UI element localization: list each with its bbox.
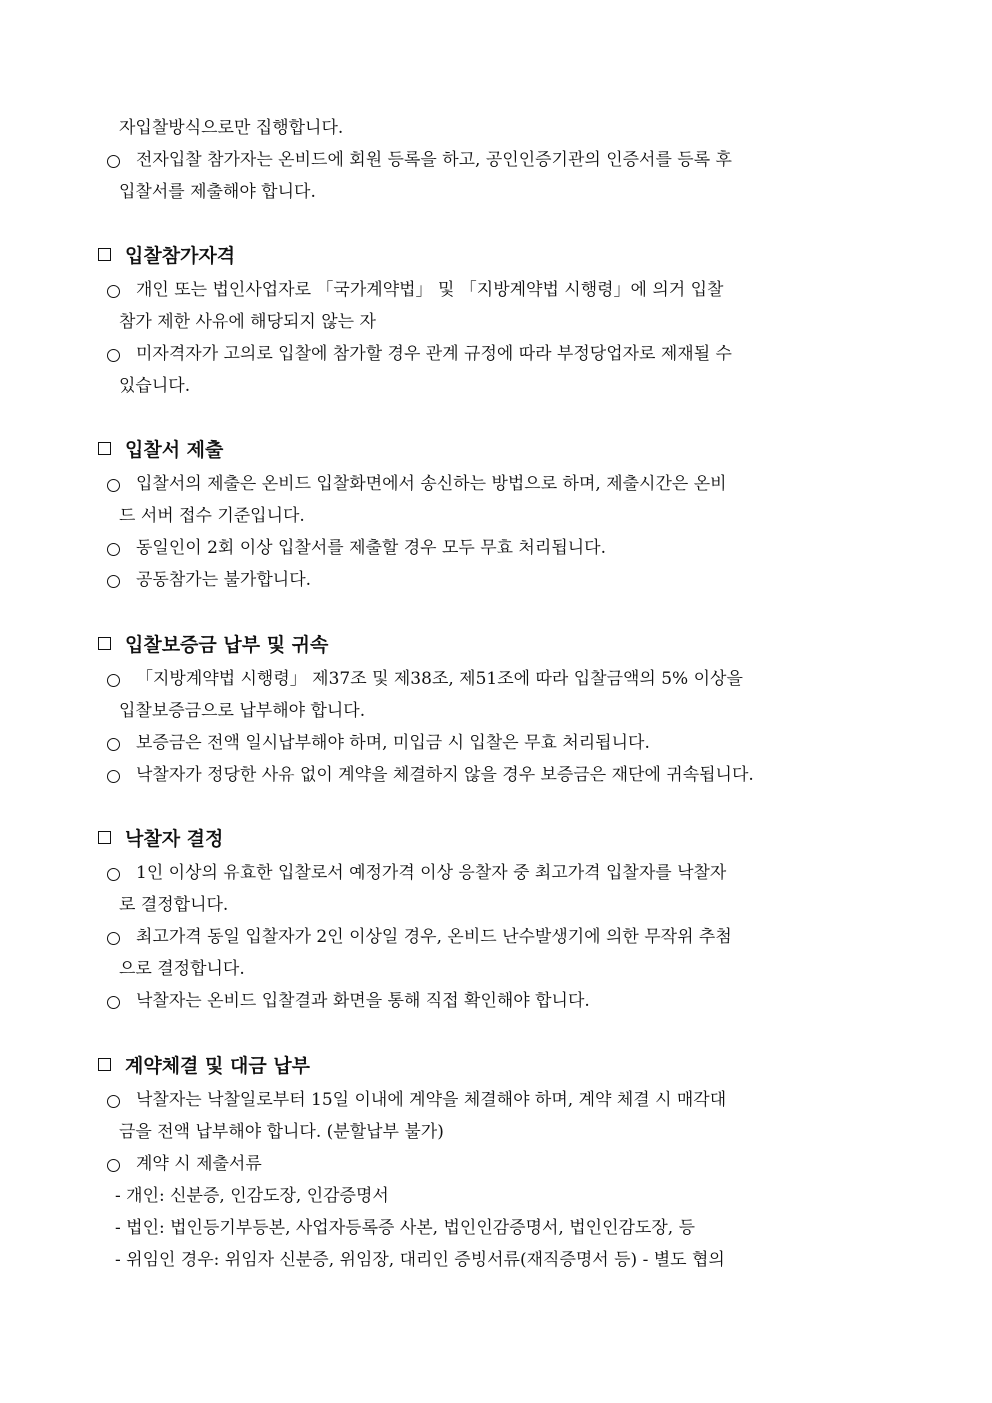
circle-bullet-icon xyxy=(107,1159,120,1172)
list-item-text: 낙찰자는 낙찰일로부터 15일 이내에 계약을 체결해야 하며, 계약 체결 시 매각대 xyxy=(136,1090,727,1110)
circle-bullet-icon xyxy=(107,155,120,168)
list-item-continuation: 드 서버 접수 기준입니다. xyxy=(119,506,305,526)
list-item xyxy=(0,926,992,948)
list-item xyxy=(0,473,992,495)
list-item-text: 낙찰자는 온비드 입찰결과 화면을 통해 직접 확인해야 합니다. xyxy=(136,991,590,1011)
circle-bullet-icon xyxy=(107,868,120,881)
list-item xyxy=(0,990,992,1012)
section-heading-deposit: 입찰보증금 납부 및 귀속 xyxy=(98,632,328,658)
checkbox-square-icon xyxy=(98,637,111,650)
section-heading-submission: 입찰서 제출 xyxy=(98,437,223,463)
circle-bullet-icon xyxy=(107,932,120,945)
list-item-continuation: 입찰서를 제출해야 합니다. xyxy=(119,182,316,202)
checkbox-square-icon xyxy=(98,442,111,455)
list-item-text: 동일인이 2회 이상 입찰서를 제출할 경우 모두 무효 처리됩니다. xyxy=(136,538,606,558)
checkbox-square-icon xyxy=(98,831,111,844)
list-item-text: 전자입찰 참가자는 온비드에 회원 등록을 하고, 공인인증기관의 인증서를 등록 후 xyxy=(136,150,732,170)
circle-bullet-icon xyxy=(107,674,120,687)
sub-item-corporation: - 법인: 법인등기부등본, 사업자등록증 사본, 법인인감증명서, 법인인감도장, 등 xyxy=(115,1218,695,1238)
list-item xyxy=(0,668,992,690)
section-heading-qualification: 입찰참가자격 xyxy=(98,243,235,269)
list-item-text: 「지방계약법 시행령」 제37조 및 제38조, 제51조에 따라 입찰금액의 5% 이상을 xyxy=(136,669,743,689)
checkbox-square-icon xyxy=(98,1058,111,1071)
list-item-text: 1인 이상의 유효한 입찰로서 예정가격 이상 응찰자 중 최고가격 입찰자를 낙찰자 xyxy=(136,863,727,883)
list-item xyxy=(0,569,992,591)
circle-bullet-icon xyxy=(107,575,120,588)
list-item-text: 낙찰자가 정당한 사유 없이 계약을 체결하지 않을 경우 보증금은 재단에 귀속됩니다. xyxy=(136,765,754,785)
list-item-text: 개인 또는 법인사업자로 「국가계약법」 및 「지방계약법 시행령」에 의거 입찰 xyxy=(136,280,724,300)
list-item-continuation: 참가 제한 사유에 해당되지 않는 자 xyxy=(119,312,376,332)
list-item-text: 보증금은 전액 일시납부해야 하며, 미입금 시 입찰은 무효 처리됩니다. xyxy=(136,733,650,753)
circle-bullet-icon xyxy=(107,479,120,492)
list-item-continuation: 있습니다. xyxy=(119,376,191,396)
list-item xyxy=(0,149,992,171)
sub-item-individual: - 개인: 신분증, 인감도장, 인감증명서 xyxy=(115,1186,389,1206)
list-item-text: 미자격자가 고의로 입찰에 참가할 경우 관계 규정에 따라 부정당업자로 제재될 수 xyxy=(136,344,732,364)
circle-bullet-icon xyxy=(107,349,120,362)
list-item xyxy=(0,732,992,754)
list-item xyxy=(0,862,992,884)
list-item-continuation: 입찰보증금으로 납부해야 합니다. xyxy=(119,701,366,721)
list-item xyxy=(0,279,992,301)
list-item-continuation: 로 결정합니다. xyxy=(119,895,229,915)
list-item xyxy=(0,343,992,365)
list-item-continuation: 으로 결정합니다. xyxy=(119,959,245,979)
circle-bullet-icon xyxy=(107,996,120,1009)
circle-bullet-icon xyxy=(107,285,120,298)
circle-bullet-icon xyxy=(107,770,120,783)
list-item-text: 최고가격 동일 입찰자가 2인 이상일 경우, 온비드 난수발생기에 의한 무작위 추첨 xyxy=(136,927,732,947)
intro-continuation: 자입찰방식으로만 집행합니다. xyxy=(119,118,344,138)
list-item xyxy=(0,1089,992,1111)
list-item-text: 공동참가는 불가합니다. xyxy=(136,570,312,590)
list-item xyxy=(0,764,992,786)
section-heading-contract: 계약체결 및 대금 납부 xyxy=(98,1053,310,1079)
list-item-continuation: 금을 전액 납부해야 합니다. (분할납부 불가) xyxy=(119,1122,444,1142)
circle-bullet-icon xyxy=(107,1095,120,1108)
list-item-text: 계약 시 제출서류 xyxy=(136,1154,262,1174)
checkbox-square-icon xyxy=(98,248,111,261)
list-item xyxy=(0,537,992,559)
list-item-text: 입찰서의 제출은 온비드 입찰화면에서 송신하는 방법으로 하며, 제출시간은 온비 xyxy=(136,474,727,494)
circle-bullet-icon xyxy=(107,738,120,751)
circle-bullet-icon xyxy=(107,543,120,556)
sub-item-delegation: - 위임인 경우: 위임자 신분증, 위임장, 대리인 증빙서류(재직증명서 등) - 별도 협의 xyxy=(115,1250,725,1270)
section-heading-award: 낙찰자 결정 xyxy=(98,826,223,852)
list-item xyxy=(0,1153,992,1175)
